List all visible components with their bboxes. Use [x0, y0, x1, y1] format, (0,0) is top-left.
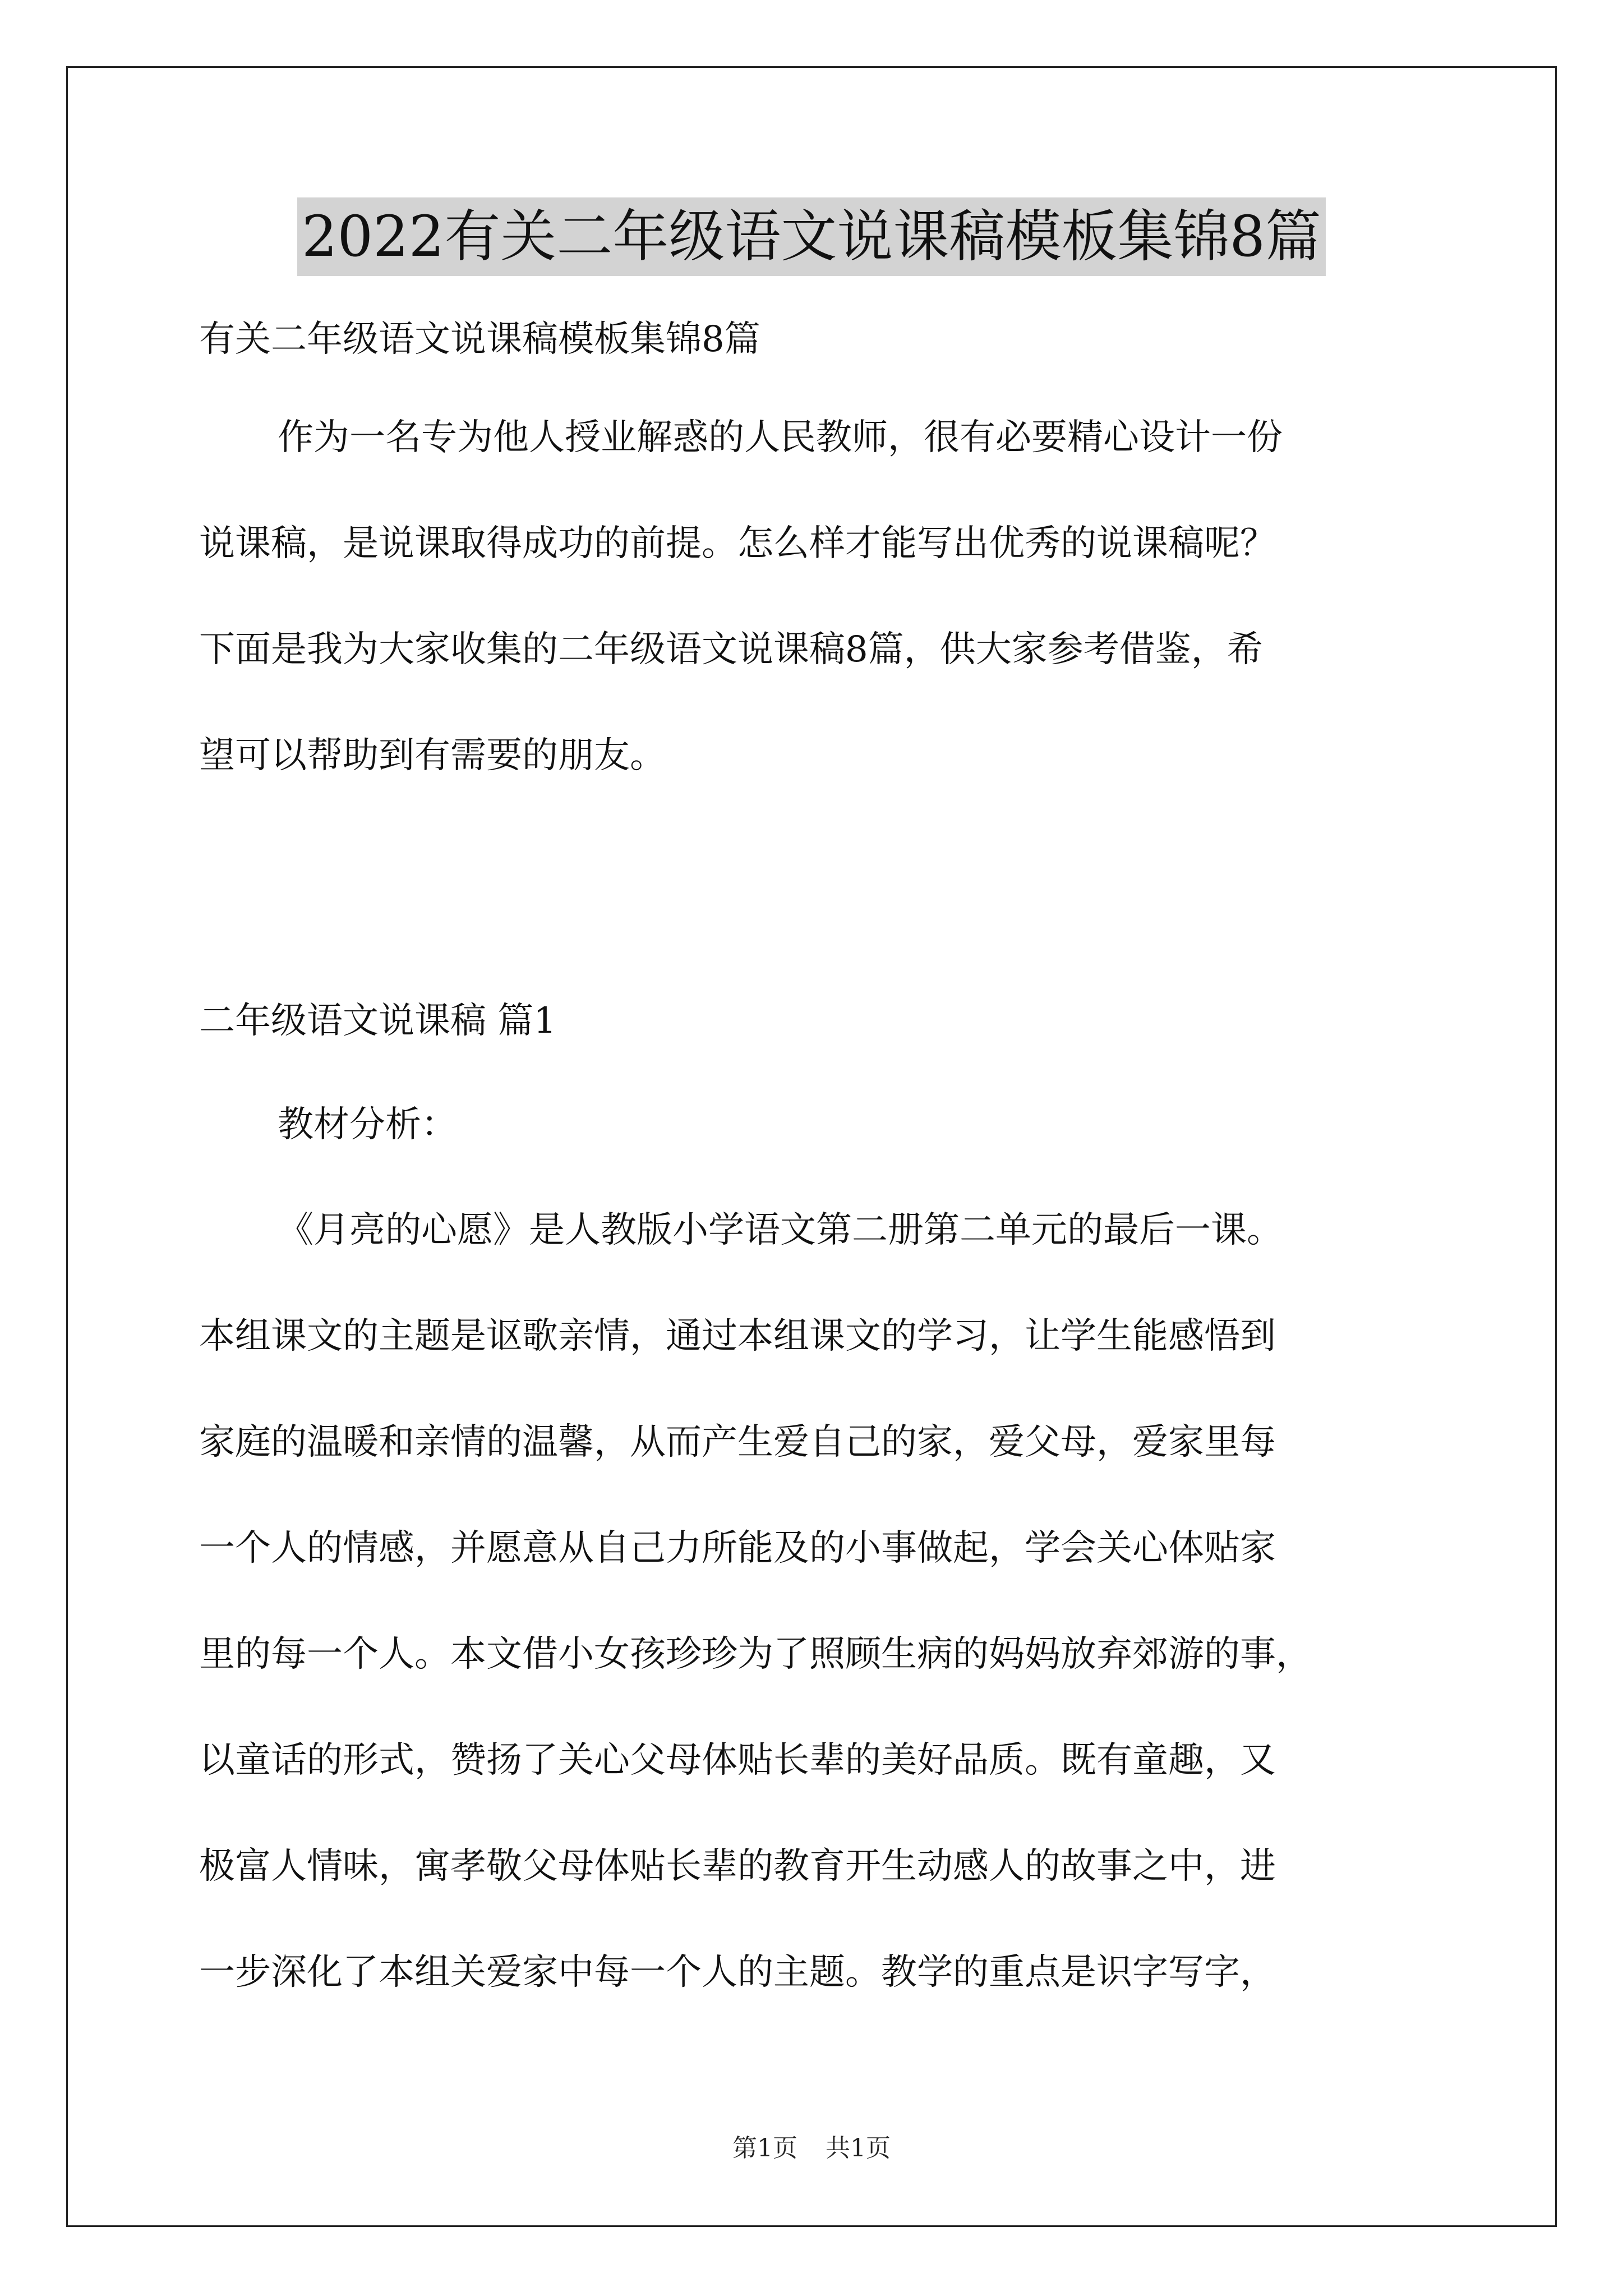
document-subtitle: 有关二年级语文说课稿模板集锦8篇 [199, 319, 760, 360]
document-title: 2022有关二年级语文说课稿模板集锦8篇 [297, 197, 1326, 276]
intro-line-3: 下面是我为大家收集的二年级语文说课稿8篇，供大家参考借鉴，希 [199, 629, 1263, 670]
page-number-total: 共1页 [826, 2134, 891, 2162]
intro-line-4: 望可以帮助到有需要的朋友。 [199, 735, 666, 776]
body-line-4: 一个人的情感，并愿意从自己力所能及的小事做起，学会关心体贴家 [199, 1527, 1276, 1569]
page-footer [0, 2132, 1623, 2165]
intro-paragraph [199, 412, 1433, 836]
body-line-6: 以童话的形式，赞扬了关心父母体贴长辈的美好品质。既有童趣，又 [199, 1740, 1276, 1781]
intro-line-2: 说课稿，是说课取得成功的前提。怎么样才能写出优秀的说课稿呢？ [199, 523, 1276, 564]
body-line-7: 极富人情味，寓孝敬父母体贴长辈的教育开生动感人的故事之中，进 [199, 1846, 1276, 1887]
page-number-current: 第1页 [732, 2134, 797, 2162]
section-heading: 二年级语文说课稿 篇1 [199, 1000, 557, 1042]
body-line-3: 家庭的温暖和亲情的温馨，从而产生爱自己的家，爱父母，爱家里每 [199, 1421, 1276, 1463]
intro-line-1: 作为一名专为他人授业解惑的人民教师，很有必要精心设计一份 [278, 417, 1283, 458]
title-container [0, 197, 1623, 276]
body-line-8: 一步深化了本组关爱家中每一个人的主题。教学的重点是识字写字， [199, 1952, 1276, 1993]
body-line-1: 《月亮的心愿》是人教版小学语文第二册第二单元的最后一课。 [278, 1209, 1283, 1251]
body-paragraph [199, 1205, 1433, 2053]
section-subheading: 教材分析： [278, 1104, 457, 1145]
body-line-5: 里的每一个人。本文借小女孩珍珍为了照顾生病的妈妈放弃郊游的事， [199, 1634, 1312, 1675]
body-line-2: 本组课文的主题是讴歌亲情，通过本组课文的学习，让学生能感悟到 [199, 1315, 1276, 1357]
